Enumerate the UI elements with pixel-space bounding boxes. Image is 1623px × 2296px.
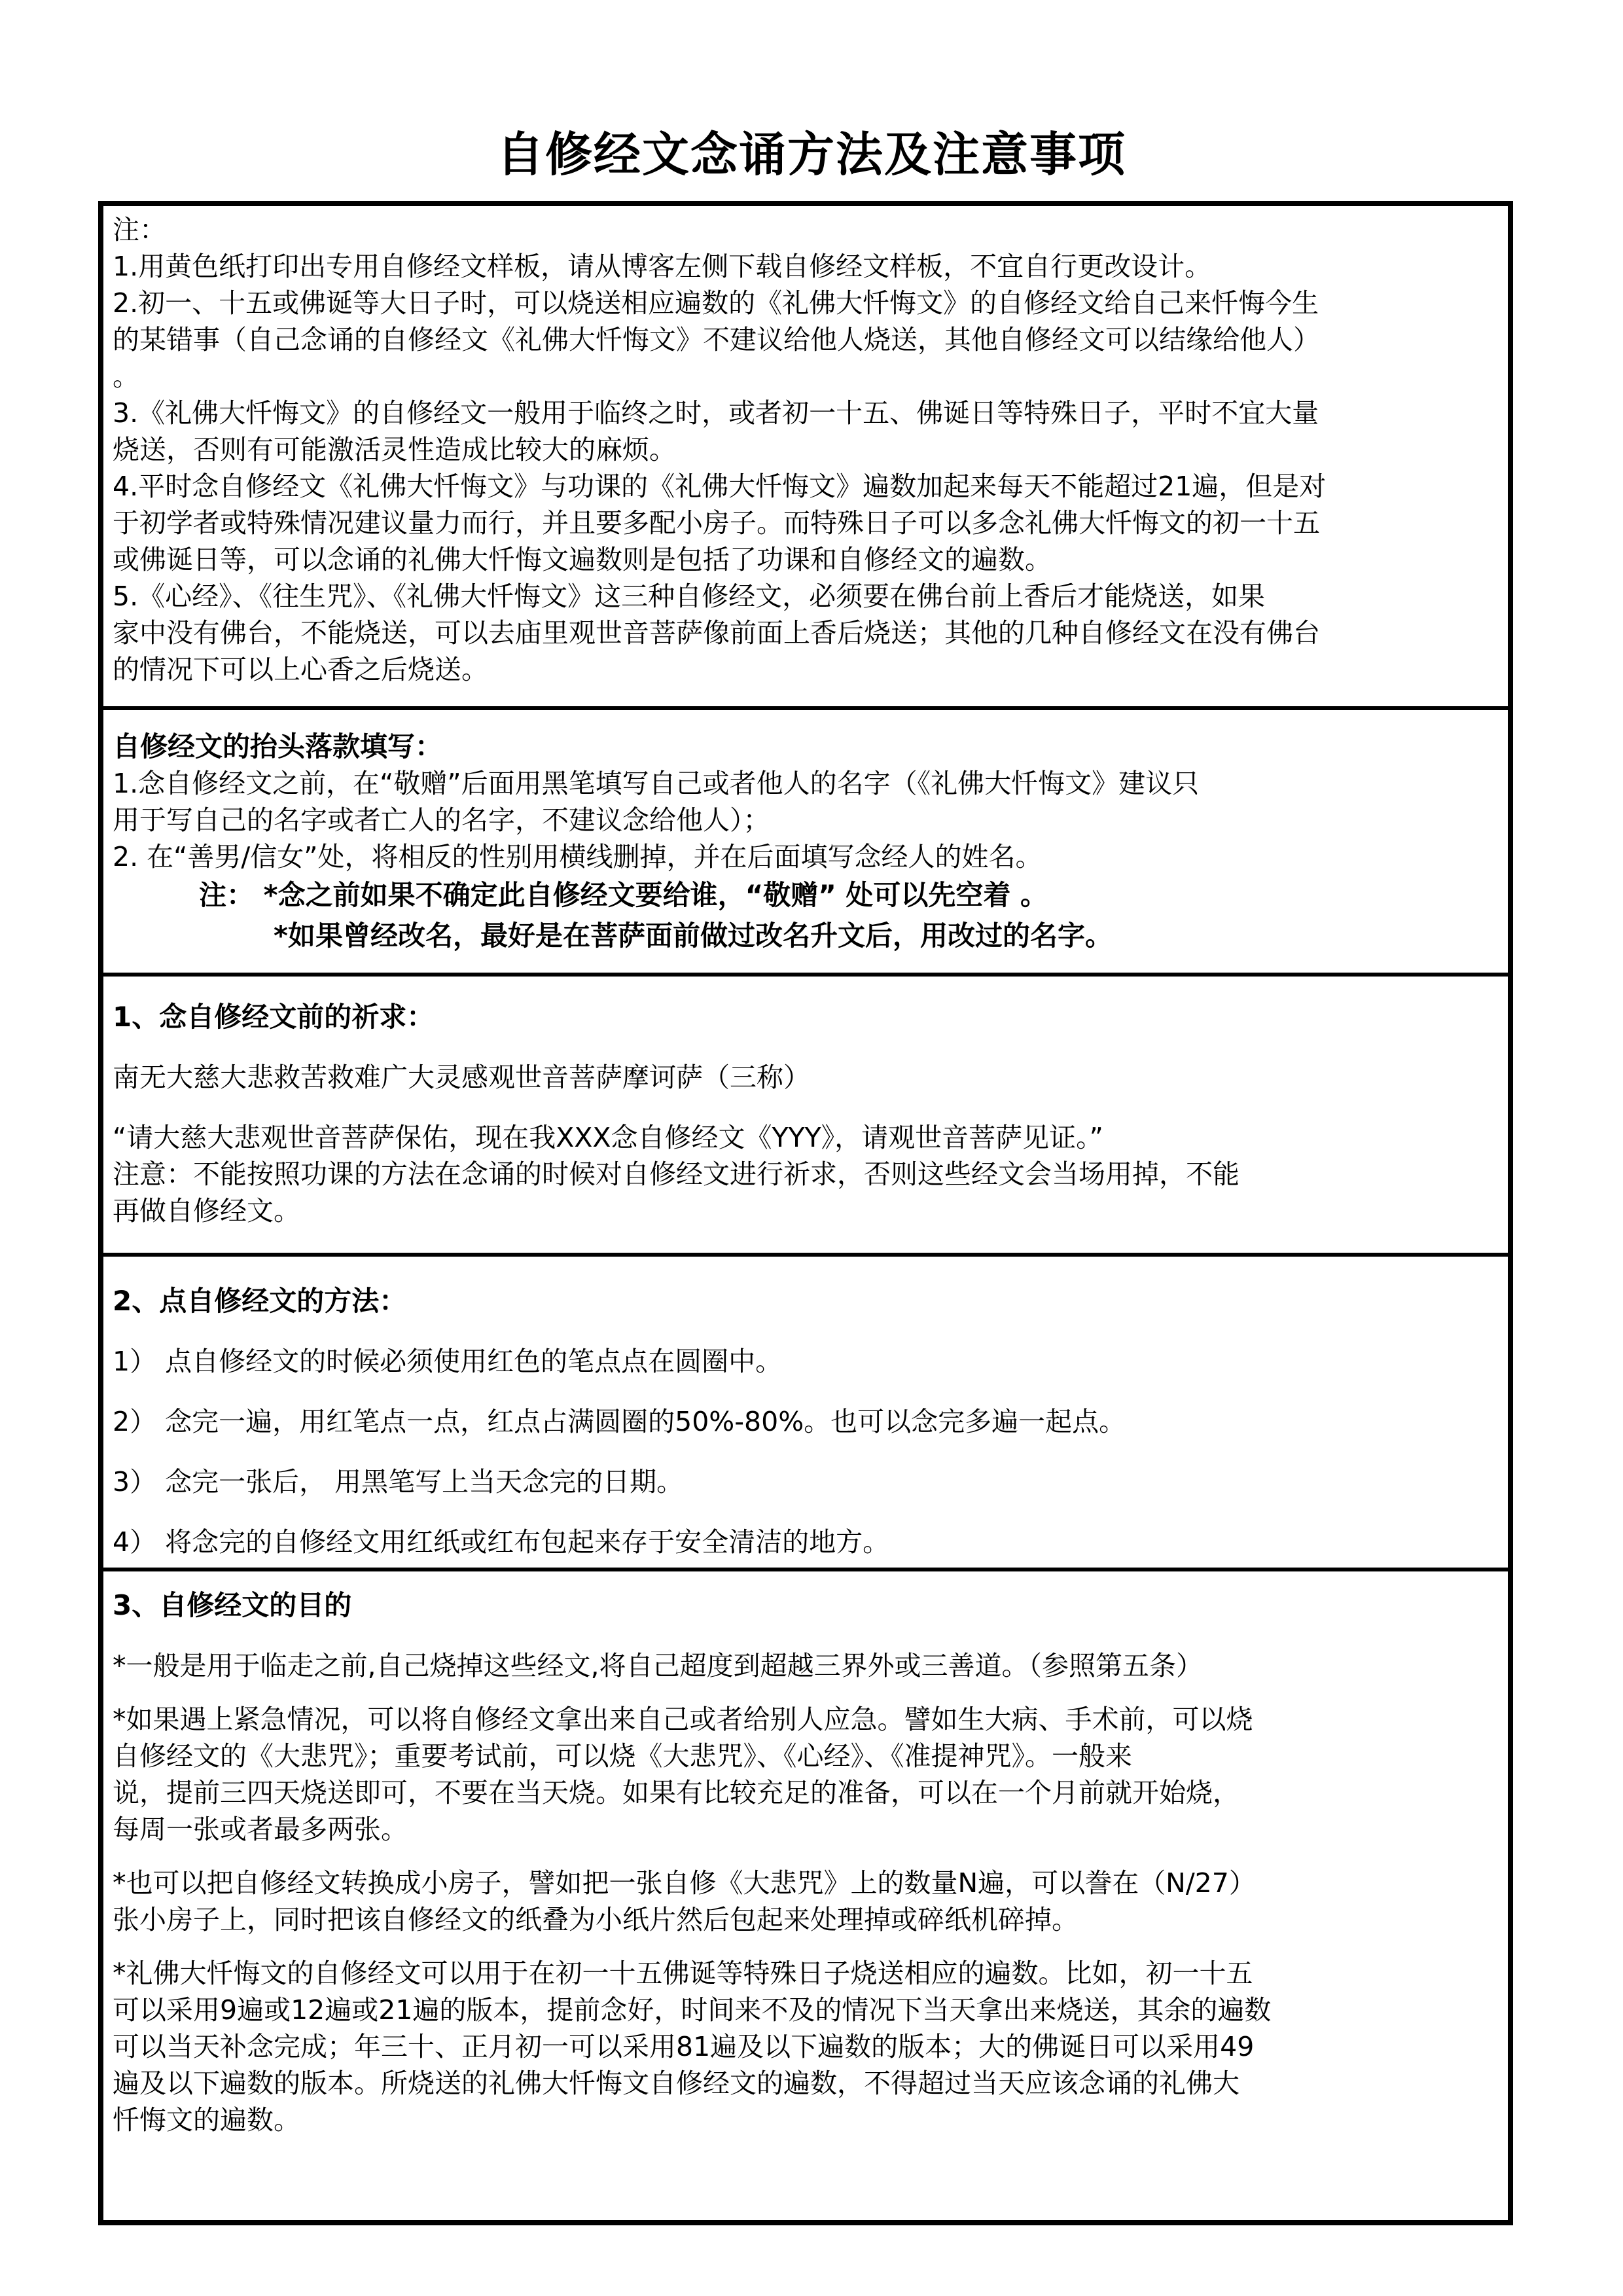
purpose-line: 说，提前三四天烧送即可，不要在当天烧。如果有比较充足的准备，可以在一个月前就开始烧， <box>113 1777 1240 1808</box>
section-prayer <box>103 973 1508 1253</box>
note-line: 的情况下可以上心香之后烧送。 <box>113 654 488 685</box>
purpose-paragraph <box>113 1701 1499 1848</box>
note-line: 或佛诞日等，可以念诵的礼佛大忏悔文遍数则是包括了功课和自修经文的遍数。 <box>113 544 1052 575</box>
note-line: 3.《礼佛大忏悔文》的自修经文一般用于临终之时，或者初一十五、佛诞日等特殊日子，平时不宜大量 <box>113 397 1319 429</box>
section-purpose <box>103 1568 1508 2225</box>
note-line: 5.《心经》、《往生咒》、《礼佛大忏悔文》这三种自修经文，必须要在佛台前上香后才能烧送，如果 <box>113 581 1266 612</box>
notes-heading: 注： <box>113 214 166 245</box>
purpose-paragraph <box>113 1955 1499 2138</box>
note-line: 4.平时念自修经文《礼佛大忏悔文》与功课的《礼佛大忏悔文》遍数加起来每天不能超过21遍，但是对 <box>113 471 1327 502</box>
note-line: 的某错事（自己念诵的自修经文《礼佛大忏悔文》不建议给他人烧送，其他自修经文可以结缘给他人） <box>113 324 1320 355</box>
purpose-heading: 3、自修经文的目的 <box>113 1589 352 1621</box>
prayer-caution-line: 注意：不能按照功课的方法在念诵的时候对自修经文进行祈求，否则这些经文会当场用掉，不能 <box>113 1158 1240 1190</box>
note-line: 1.用黄色纸打印出专用自修经文样板，请从博客左侧下载自修经文样板，不宜自行更改设计。 <box>113 251 1212 282</box>
header-fill-note-1: 注： *念之前如果不确定此自修经文要给谁，“敬赠” 处可以先空着 。 <box>199 879 1048 911</box>
purpose-line: *一般是用于临走之前,自己烧掉这些经文,将自己超度到超越三界外或三善道。（参照第五条） <box>113 1650 1204 1681</box>
purpose-line: *也可以把自修经文转换成小房子，譬如把一张自修《大悲咒》上的数量N遍，可以誊在（N/27） <box>113 1867 1256 1899</box>
note-line: 2.初一、十五或佛诞等大日子时，可以烧送相应遍数的《礼佛大忏悔文》的自修经文给自己来忏悔今生 <box>113 287 1319 319</box>
note-line: 烧送，否则有可能激活灵性造成比较大的麻烦。 <box>113 434 676 465</box>
header-fill-line: 用于写自己的名字或者亡人的名字，不建议念给他人）； <box>113 804 770 836</box>
page-title: 自修经文念诵方法及注意事项 <box>496 127 1126 182</box>
section-header-fill <box>103 706 1508 973</box>
header-fill-line: 1.念自修经文之前，在“敬赠”后面用黑笔填写自己或者他人的名字（《礼佛大忏悔文》建议只 <box>113 768 1200 799</box>
header-fill-note-2: *如果曾经改名，最好是在菩萨面前做过改名升文后，用改过的名字。 <box>274 920 1113 952</box>
purpose-line: 每周一张或者最多两张。 <box>113 1814 408 1845</box>
method-heading: 2、点自修经文的方法： <box>113 1285 407 1317</box>
purpose-line: *礼佛大忏悔文的自修经文可以用于在初一十五佛诞等特殊日子烧送相应的遍数。比如，初一十五 <box>113 1958 1253 1989</box>
method-step: 4） 将念完的自修经文用红纸或红布包起来存于安全清洁的地方。 <box>113 1526 890 1558</box>
prayer-text: “请大慈大悲观世音菩萨保佑，现在我XXX念自修经文《YYY》，请观世音菩萨见证。” <box>113 1122 1103 1153</box>
note-line: 家中没有佛台，不能烧送，可以去庙里观世音菩萨像前面上香后烧送；其他的几种自修经文在没有佛台 <box>113 617 1320 649</box>
note-line: 。 <box>113 361 139 392</box>
purpose-line: 可以采用9遍或12遍或21遍的版本，提前念好，时间来不及的情况下当天拿出来烧送，其余的遍数 <box>113 1994 1272 2026</box>
section-method <box>103 1253 1508 1568</box>
header-fill-heading: 自修经文的抬头落款填写： <box>113 730 443 762</box>
purpose-line: 忏悔文的遍数。 <box>113 2104 300 2136</box>
purpose-line: 遍及以下遍数的版本。所烧送的礼佛大忏悔文自修经文的遍数，不得超过当天应该念诵的礼佛大 <box>113 2068 1240 2099</box>
method-step: 1） 点自修经文的时候必须使用红色的笔点点在圆圈中。 <box>113 1346 783 1377</box>
content-table <box>98 201 1513 2225</box>
prayer-heading: 1、念自修经文前的祈求： <box>113 1001 435 1033</box>
method-step: 2） 念完一遍，用红笔点一点，红点占满圆圈的50%-80%。也可以念完多遍一起点。 <box>113 1406 1126 1437</box>
purpose-line: 可以当天补念完成；年三十、正月初一可以采用81遍及以下遍数的版本；大的佛诞日可以采用49 <box>113 2031 1255 2062</box>
section-notes <box>103 206 1508 706</box>
note-line: 于初学者或特殊情况建议量力而行，并且要多配小房子。而特殊日子可以多念礼佛大忏悔文的初一十五 <box>113 507 1320 539</box>
purpose-paragraph <box>113 1865 1499 1938</box>
purpose-paragraph <box>113 1647 1499 1684</box>
prayer-invocation: 南无大慈大悲救苦救难广大灵感观世音菩萨摩诃萨（三称） <box>113 1062 810 1093</box>
purpose-line: 张小房子上，同时把该自修经文的纸叠为小纸片然后包起来处理掉或碎纸机碎掉。 <box>113 1904 1079 1935</box>
purpose-line: *如果遇上紧急情况，可以将自修经文拿出来自己或者给别人应急。譬如生大病、手术前，可以烧 <box>113 1704 1253 1735</box>
header-fill-line: 2. 在“善男/信女”处，将相反的性别用横线删掉，并在后面填写念经人的姓名。 <box>113 841 1043 872</box>
prayer-caution-line: 再做自修经文。 <box>113 1195 300 1227</box>
purpose-line: 自修经文的《大悲咒》；重要考试前，可以烧《大悲咒》、《心经》、《准提神咒》。一般来 <box>113 1740 1132 1772</box>
method-step: 3） 念完一张后， 用黑笔写上当天念完的日期。 <box>113 1466 684 1498</box>
